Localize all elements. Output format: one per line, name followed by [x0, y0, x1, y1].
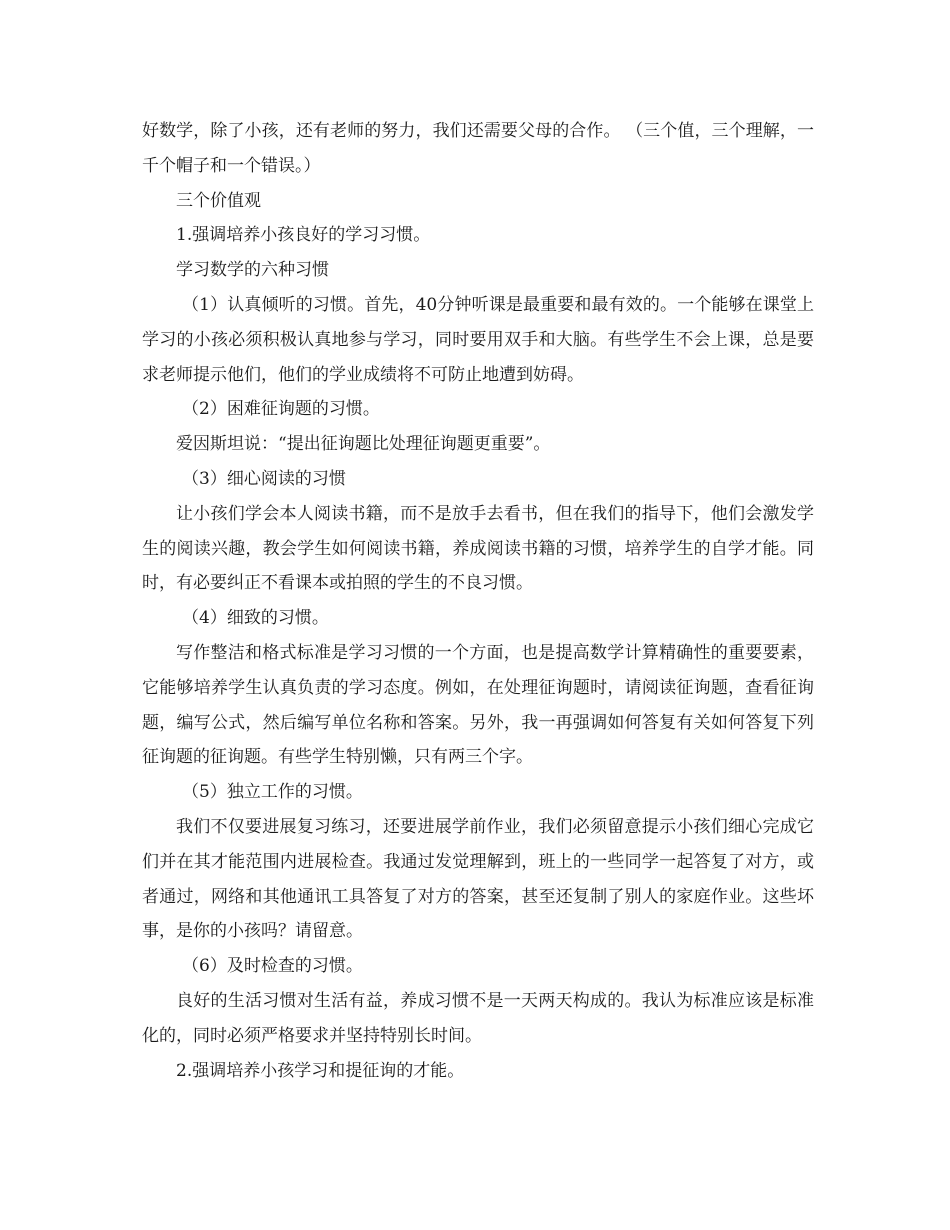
habit-4-paragraph: 写作整洁和格式标准是学习习惯的一个方面，也是提高数学计算精确性的重要要素，它能够培养学生认真负责的学习态度。例如，在处理征询题时，请阅读征询题，查看征询题，编写公式，然后编写单位名称和答案。另外，我一再强调如何答复有关如何答复下列征询题的征询题。有些学生特别懒，只有两三个字。: [142, 642, 814, 768]
section-heading-2: 2.强调培养小孩学习和提征询的才能。: [176, 1060, 465, 1081]
habit-5-heading: （5）独立工作的习惯。: [182, 782, 363, 803]
habit-1-paragraph: （1）认真倾听的习惯。首先，40分钟听课是最重要和最有效的。一个能够在课堂上学习的小孩必须积极认真地参与学习，同时要用双手和大脑。有些学生不会上课，总是要求老师提示他们，他们的学业成绩将不可防止地遭到妨碍。: [142, 294, 814, 385]
habit-6-paragraph: 良好的生活习惯对生活有益，养成习惯不是一天两天构成的。我认为标准应该是标准化的，同时必须严格要求并坚持特别长时间。: [142, 990, 814, 1046]
habit-6-heading: （6）及时检查的习惯。: [182, 956, 363, 977]
habit-4-heading: （4）细致的习惯。: [182, 608, 329, 629]
heading-three-values: 三个价值观: [176, 190, 261, 211]
habit-2-heading: （2）困难征询题的习惯。: [182, 399, 380, 420]
document-page: [142, 114, 814, 1088]
section-heading-1: 1.强调培养小孩良好的学习习惯。: [176, 225, 431, 246]
habit-5-paragraph: 我们不仅要进展复习练习，还要进展学前作业，我们必须留意提示小孩们细心完成它们并在其才能范围内进展检查。我通过发觉理解到，班上的一些同学一起答复了对方，或者通过，网络和其他通讯工具答复了对方的答案，甚至还复制了别人的家庭作业。这些坏事，是你的小孩吗？请留意。: [142, 816, 814, 942]
paragraph-intro: 好数学，除了小孩，还有老师的努力，我们还需要父母的合作。 （三个值，三个理解，一千个帽子和一个错误。）: [142, 121, 814, 176]
einstein-quote: 爱因斯坦说：“提出征询题比处理征询题更重要”。: [176, 434, 551, 455]
habit-3-paragraph: 让小孩们学会本人阅读书籍，而不是放手去看书，但在我们的指导下，他们会激发学生的阅读兴趣，教会学生如何阅读书籍，养成阅读书籍的习惯，培养学生的自学才能。同时，有必要纠正不看课本或拍照的学生的不良习惯。: [142, 503, 814, 594]
habit-3-heading: （3）细心阅读的习惯: [182, 468, 346, 489]
subheading-six-habits: 学习数学的六种习惯: [176, 260, 329, 281]
